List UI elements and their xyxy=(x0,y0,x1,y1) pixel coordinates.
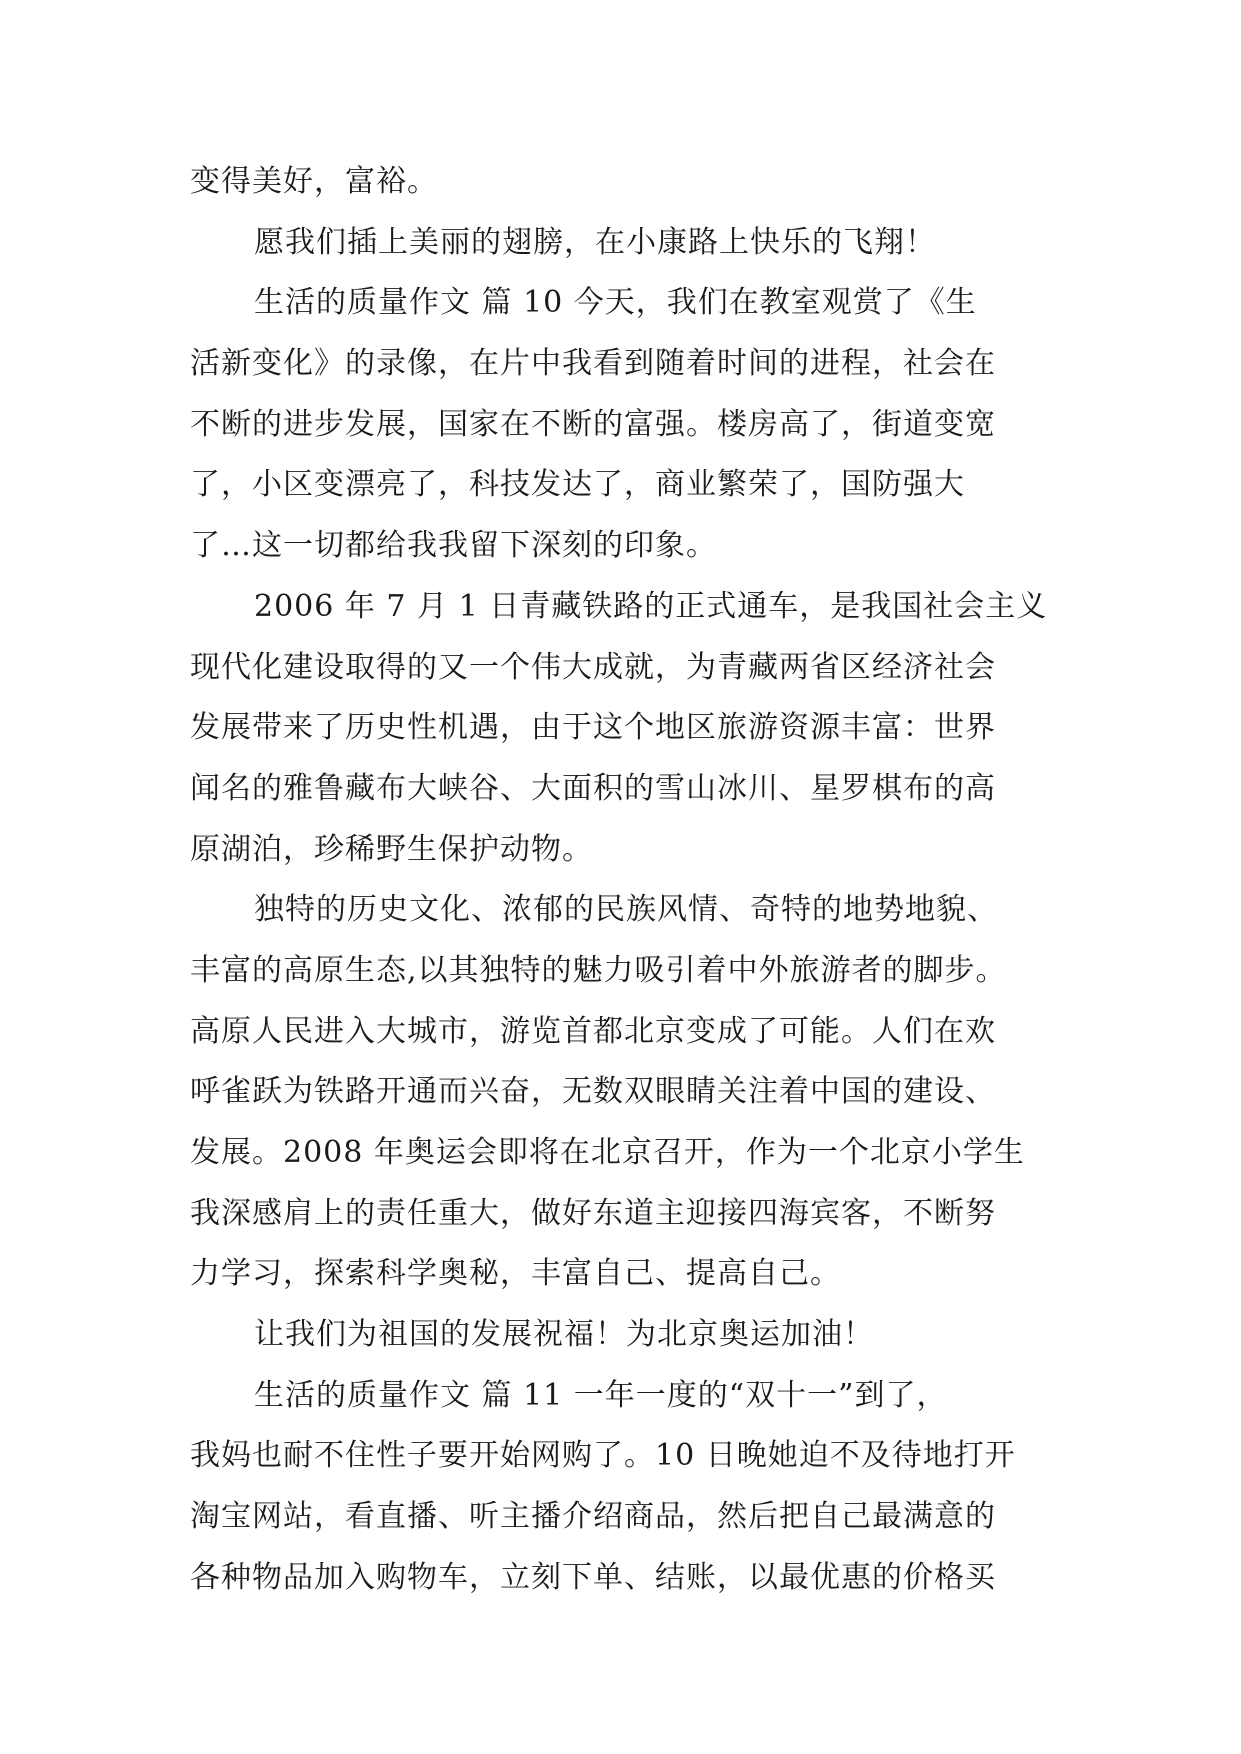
text-line: 现代化建设取得的又一个伟大成就，为青藏两省区经济社会 xyxy=(190,649,996,685)
text-line: 丰富的高原生态,以其独特的魅力吸引着中外旅游者的脚步。 xyxy=(190,952,1007,988)
text-line: 原湖泊，珍稀野生保护动物。 xyxy=(190,831,593,867)
text-line: 淘宝网站，看直播、听主播介绍商品，然后把自己最满意的 xyxy=(190,1499,996,1535)
text-line: 2006 年 7 月 1 日青藏铁路的正式通车，是我国社会主义 xyxy=(254,588,1048,624)
text-line: 我妈也耐不住性子要开始网购了。10 日晚她迫不及待地打开 xyxy=(190,1438,1016,1474)
text-line: 活新变化》的录像，在片中我看到随着时间的进程，社会在 xyxy=(190,346,996,382)
text-line: 发展。2008 年奥运会即将在北京召开，作为一个北京小学生 xyxy=(190,1135,1025,1170)
text-line: 了，小区变漂亮了，科技发达了，商业繁荣了，国防强大 xyxy=(190,467,965,503)
text-line: 高原人民进入大城市，游览首都北京变成了可能。人们在欢 xyxy=(190,1013,996,1049)
text-line: 呼雀跃为铁路开通而兴奋，无数双眼睛关注着中国的建设、 xyxy=(190,1074,996,1110)
text-line: 独特的历史文化、浓郁的民族风情、奇特的地势地貌、 xyxy=(254,892,998,928)
text-line: 愿我们插上美丽的翅膀，在小康路上快乐的飞翔！ xyxy=(254,224,936,260)
document-body xyxy=(190,152,1052,1609)
text-line: 生活的质量作文 篇 10 今天，我们在教室观赏了《生 xyxy=(254,285,977,321)
text-line: 变得美好，富裕。 xyxy=(190,164,438,199)
text-line: 让我们为祖国的发展祝福！为北京奥运加油！ xyxy=(254,1317,874,1353)
text-line: 生活的质量作文 篇 11 一年一度的“双十一”到了， xyxy=(254,1377,948,1413)
text-line: 不断的进步发展，国家在不断的富强。楼房高了，街道变宽 xyxy=(190,406,996,442)
text-line: 了…这一切都给我我留下深刻的印象。 xyxy=(190,528,717,564)
text-line: 我深感肩上的责任重大，做好东道主迎接四海宾客，不断努 xyxy=(190,1195,996,1231)
text-line: 发展带来了历史性机遇，由于这个地区旅游资源丰富：世界 xyxy=(190,710,996,746)
text-line: 闻名的雅鲁藏布大峡谷、大面积的雪山冰川、星罗棋布的高 xyxy=(190,770,996,806)
text-line: 各种物品加入购物车，立刻下单、结账，以最优惠的价格买 xyxy=(190,1559,996,1595)
text-line: 力学习，探索科学奥秘，丰富自己、提高自己。 xyxy=(190,1256,841,1292)
